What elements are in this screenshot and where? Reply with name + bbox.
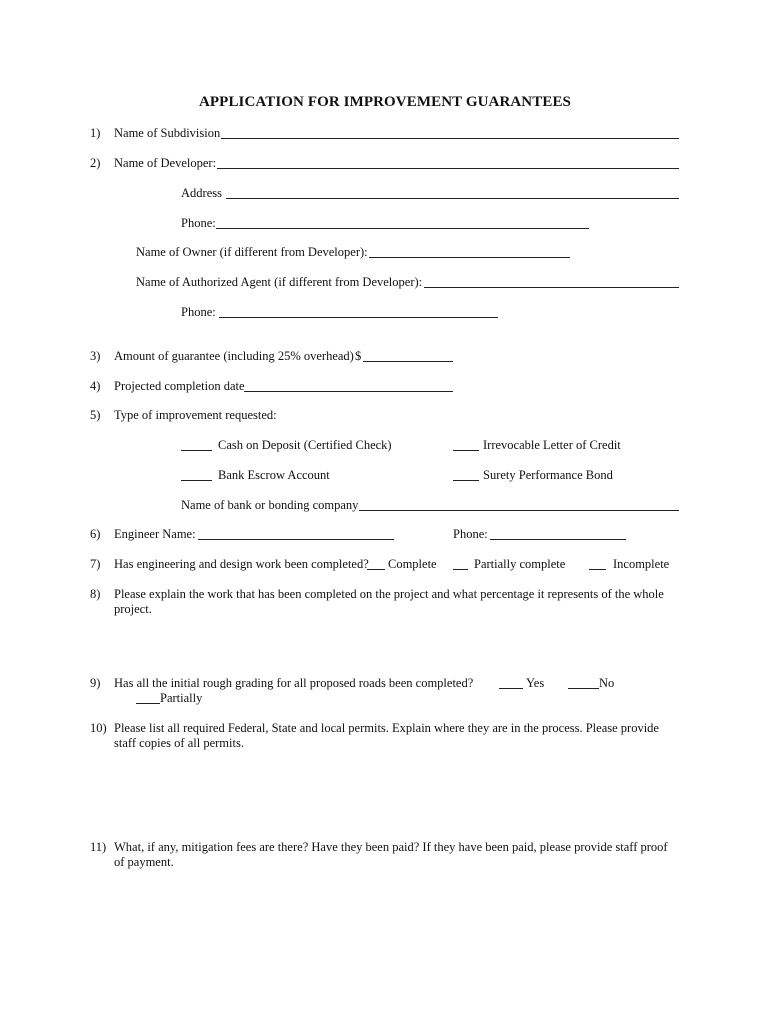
q8-text: Please explain the work that has been completed on the project and what percentage it represents of the whole project. [114,587,664,616]
engineer-phone-field[interactable] [490,539,626,540]
letter-of-credit-label: Irrevocable Letter of Credit [483,438,621,452]
bank-name-field[interactable] [359,510,679,511]
agent-phone-field[interactable] [219,317,498,318]
q3-label: Amount of guarantee (including 25% overhead) [114,349,354,363]
grading-no-label: No [599,676,615,690]
q8-number: 8) [90,587,101,601]
cash-deposit-checkbox[interactable] [181,450,212,451]
owner-name-field[interactable] [369,257,570,258]
guarantee-amount-field[interactable] [363,361,453,362]
engineer-name-field[interactable] [198,539,394,540]
q9-label: Has all the initial rough grading for all proposed roads been completed? [114,676,474,690]
surety-bond-checkbox[interactable] [453,480,479,481]
q9-number: 9) [90,676,101,690]
q11-number: 11) [90,840,107,854]
bank-escrow-label: Bank Escrow Account [218,468,330,482]
grading-partially-label: Partially [160,691,203,705]
partially-complete-checkbox[interactable] [453,569,468,570]
q4-number: 4) [90,379,101,393]
subdivision-name-field[interactable] [221,138,679,139]
complete-label: Complete [388,557,437,571]
owner-label: Name of Owner (if different from Developer): [136,245,368,259]
q1-label: Name of Subdivision [114,126,221,140]
q6-number: 6) [90,527,101,541]
engineer-phone-label: Phone: [453,527,488,541]
developer-name-field[interactable] [217,168,679,169]
agent-phone-label: Phone: [181,305,216,319]
q5-label: Type of improvement requested: [114,408,277,422]
completion-date-field[interactable] [244,391,453,392]
q1-number: 1) [90,126,101,140]
address-label: Address [181,186,222,200]
q7-label: Has engineering and design work been completed? [114,557,369,571]
incomplete-label: Incomplete [613,557,670,571]
agent-name-field[interactable] [424,287,679,288]
currency-symbol: $ [355,349,362,363]
bank-escrow-checkbox[interactable] [181,480,212,481]
developer-phone-field[interactable] [216,228,589,229]
complete-checkbox[interactable] [367,569,385,570]
bank-name-label: Name of bank or bonding company [181,498,359,512]
incomplete-checkbox[interactable] [589,569,606,570]
partially-complete-label: Partially complete [474,557,566,571]
agent-label: Name of Authorized Agent (if different from Developer): [136,275,423,289]
cash-deposit-label: Cash on Deposit (Certified Check) [218,438,392,452]
q7-number: 7) [90,557,101,571]
q2-number: 2) [90,156,101,170]
q11-text: What, if any, mitigation fees are there? Have they been paid? If they have been paid, please provide staff proof of payment. [114,840,668,869]
q3-number: 3) [90,349,101,363]
q10-text: Please list all required Federal, State and local permits. Explain where they are in the process. Please provide staff copies of all permits. [114,721,659,750]
grading-yes-label: Yes [526,676,545,690]
developer-phone-label: Phone: [181,216,216,230]
surety-bond-label: Surety Performance Bond [483,468,613,482]
letter-of-credit-checkbox[interactable] [453,450,479,451]
developer-address-field[interactable] [226,198,679,199]
q5-number: 5) [90,408,101,422]
q2-label: Name of Developer: [114,156,217,170]
q10-number: 10) [90,721,107,735]
grading-no-checkbox[interactable] [568,688,599,689]
form-title: APPLICATION FOR IMPROVEMENT GUARANTEES [198,94,572,110]
grading-yes-checkbox[interactable] [499,688,523,689]
q6-label: Engineer Name: [114,527,196,541]
q4-label: Projected completion date [114,379,245,393]
grading-partially-checkbox[interactable] [136,703,160,704]
